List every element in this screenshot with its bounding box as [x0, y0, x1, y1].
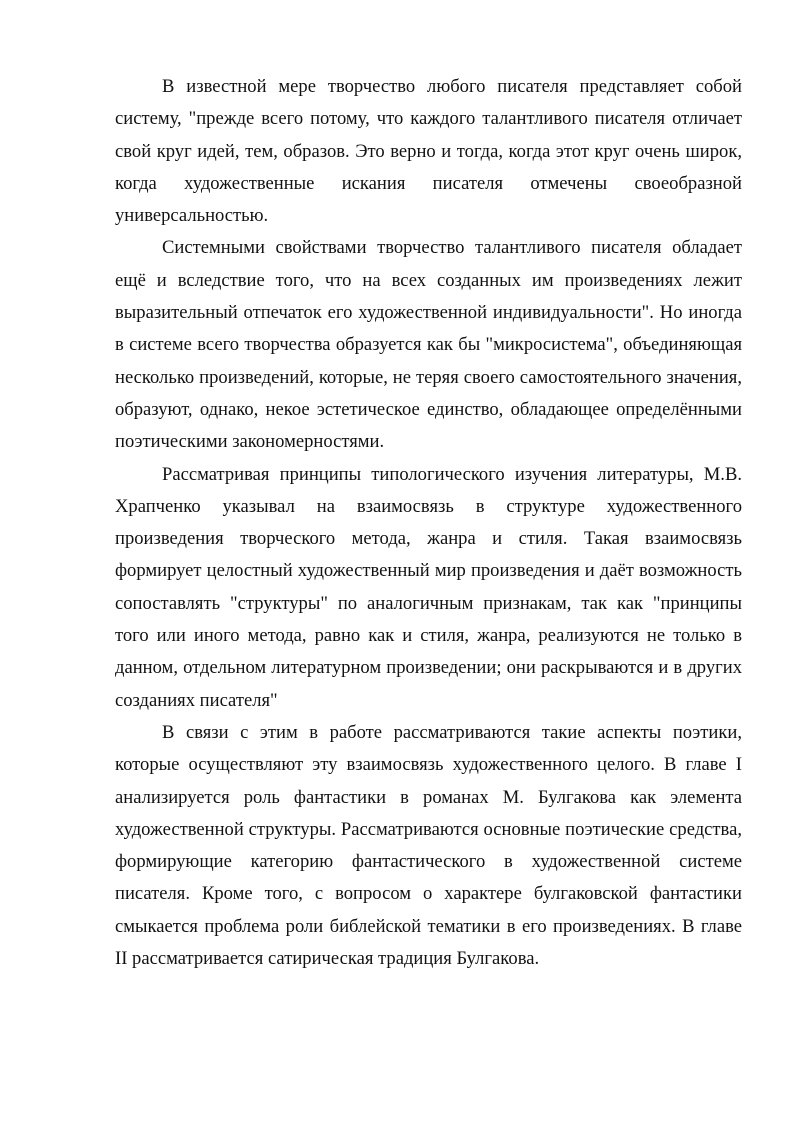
document-page [115, 71, 742, 975]
paragraph-4: В связи с этим в работе рассматриваются такие аспекты поэтики, которые осуществляют эту взаимосвязь художественного целого. В главе I анализируется роль фантастики в романах М. Булгакова как элемента художественной структуры. Рассматриваются основные поэтические средства, формирующие категорию фантастического в художественной системе писателя. Кроме того, с вопросом о характере булгаковской фантастики смыкается проблема роли библейской тематики в его произведениях. В главе II рассматривается сатирическая традиция Булгакова. [115, 721, 742, 970]
paragraph-1: В известной мере творчество любого писателя представляет собой систему, "прежде всего потому, что каждого талантливого писателя отличает свой круг идей, тем, образов. Это верно и тогда, когда этот круг очень широк, когда художественные искания писателя отмечены своеобразной универсальностью. [115, 76, 742, 227]
paragraph-3: Рассматривая принципы типологического изучения литературы, М.В. Храпченко указывал на взаимосвязь в структуре художественного произведения творческого метода, жанра и стиля. Такая взаимосвязь формирует целостный художественный мир произведения и даёт возможность сопоставлять "структуры" по аналогичным признакам, так как "принципы того или иного метода, равно как и стиля, жанра, реализуются не только в данном, отдельном литературном произведении; они раскрываются и в других созданиях писателя" [115, 463, 742, 711]
paragraph-2: Системными свойствами творчество талантливого писателя обладает ещё и вследствие того, что на всех созданных им произведениях лежит выразительный отпечаток его художественной индивидуальности". Но иногда в системе всего творчества образуется как бы "микросистема", объединяющая несколько произведений, которые, не теряя своего самостоятельного значения, образуют, однако, некое эстетическое единство, обладающее определёнными поэтическими закономерностями. [115, 237, 742, 453]
